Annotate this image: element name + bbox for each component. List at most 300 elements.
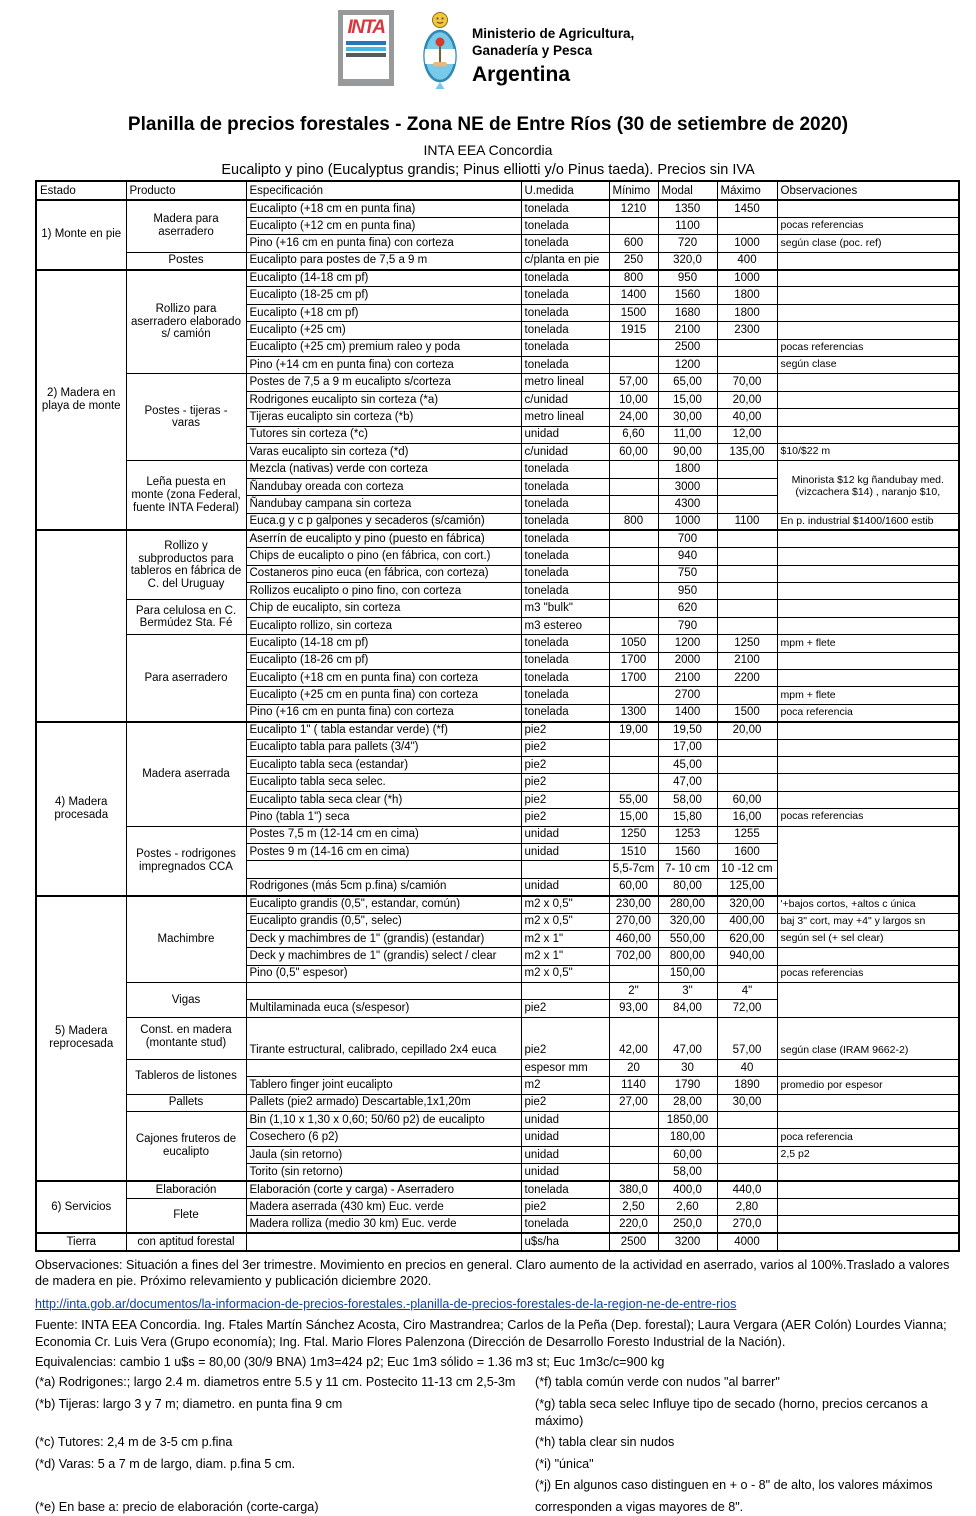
- unit-cell: m3 estereo: [521, 617, 609, 634]
- estado-cell: 5) Madera reprocesada: [36, 896, 126, 1181]
- spec-cell: Eucalipto (+25 cm en punta fina) con corteza: [246, 687, 521, 704]
- unit-cell: m2 x 1": [521, 948, 609, 965]
- unit-cell: [521, 983, 609, 1000]
- modal-cell: 4300: [658, 496, 717, 513]
- estado-cell: Tierra: [36, 1233, 126, 1250]
- modal-cell: 80,00: [658, 878, 717, 895]
- modal-cell: 30,00: [658, 409, 717, 426]
- spec-cell: Cosechero (6 p2): [246, 1129, 521, 1146]
- max-cell: 125,00: [717, 878, 777, 895]
- unit-cell: tonelada: [521, 583, 609, 600]
- unit-cell: tonelada: [521, 200, 609, 217]
- obs-cell: según clase (poc. ref): [777, 235, 959, 252]
- min-cell: 2": [609, 983, 658, 1000]
- unit-cell: espesor mm: [521, 1059, 609, 1076]
- source-link[interactable]: http://inta.gob.ar/documentos/la-informacion-de-precios-forestales.-planilla-de-precios-forestales-de-la-region-ne-de-entre-rios: [35, 1296, 737, 1311]
- spec-cell: Varas eucalipto sin corteza (*d): [246, 443, 521, 460]
- spec-cell: [246, 1233, 521, 1250]
- obs-cell: [777, 617, 959, 634]
- spec-cell: Elaboración (corte y carga) - Aserradero: [246, 1181, 521, 1198]
- obs-cell: [777, 548, 959, 565]
- min-cell: 230,00: [609, 896, 658, 913]
- min-cell: [609, 774, 658, 791]
- min-cell: 800: [609, 270, 658, 287]
- subtitle-station: INTA EEA Concordia: [423, 142, 553, 158]
- min-cell: [609, 1112, 658, 1129]
- inta-logo-inner: [343, 15, 389, 79]
- obs-cell: [777, 1059, 959, 1076]
- max-cell: 10 -12 cm: [717, 861, 777, 878]
- unit-cell: tonelada: [521, 270, 609, 287]
- product-cell: Pallets: [126, 1094, 246, 1111]
- min-cell: 1300: [609, 704, 658, 721]
- spec-cell: [246, 861, 521, 878]
- modal-cell: 620: [658, 600, 717, 617]
- min-cell: 702,00: [609, 948, 658, 965]
- max-cell: 940,00: [717, 948, 777, 965]
- max-cell: 12,00: [717, 426, 777, 443]
- spec-cell: Eucalipto 1" ( tabla estandar verde) (*f): [246, 722, 521, 739]
- min-cell: 20: [609, 1059, 658, 1076]
- min-cell: [609, 757, 658, 774]
- spec-cell: Deck y machimbres de 1" (grandis) (estandar): [246, 930, 521, 947]
- spec-cell: Eucalipto para postes de 7,5 a 9 m: [246, 252, 521, 269]
- table-header-row: [36, 181, 959, 200]
- modal-cell: 550,00: [658, 930, 717, 947]
- obs-cell: [777, 409, 959, 426]
- unit-cell: pie2: [521, 791, 609, 808]
- spec-cell: Eucalipto tabla seca selec.: [246, 774, 521, 791]
- unit-cell: c/planta en pie: [521, 252, 609, 269]
- obs-cell: [777, 722, 959, 739]
- max-cell: [717, 1146, 777, 1163]
- modal-cell: 1200: [658, 357, 717, 374]
- estado-cell: 4) Madera procesada: [36, 722, 126, 896]
- price-table: [35, 180, 960, 1252]
- modal-cell: 1253: [658, 826, 717, 843]
- max-cell: 1255: [717, 826, 777, 843]
- unit-cell: metro lineal: [521, 409, 609, 426]
- column-header-3: U.medida: [521, 181, 609, 200]
- unit-cell: tonelada: [521, 670, 609, 687]
- max-cell: [717, 339, 777, 356]
- min-cell: 1500: [609, 304, 658, 321]
- unit-cell: tonelada: [521, 235, 609, 252]
- unit-cell: pie2: [521, 774, 609, 791]
- unit-cell: unidad: [521, 1146, 609, 1163]
- modal-cell: 250,0: [658, 1216, 717, 1233]
- unit-cell: tonelada: [521, 496, 609, 513]
- footnote-right-3: (*i) "única": [535, 1456, 594, 1471]
- modal-cell: 1400: [658, 704, 717, 721]
- spec-cell: Pallets (pie2 armado) Descartable,1x1,20m: [246, 1094, 521, 1111]
- obs-cell: pocas referencias: [777, 217, 959, 234]
- spec-cell: Madera aserrada (430 km) Euc. verde: [246, 1198, 521, 1215]
- estado-cell: [36, 530, 126, 721]
- spec-cell: Chips de eucalipto o pino (en fábrica, con cort.): [246, 548, 521, 565]
- obs-cell: mpm + flete: [777, 687, 959, 704]
- footnote-right-0: (*f) tabla común verde con nudos "al barrer": [535, 1375, 780, 1390]
- product-cell: Vigas: [126, 983, 246, 1018]
- max-cell: 40,00: [717, 409, 777, 426]
- obs-cell: [777, 270, 959, 287]
- modal-cell: 60,00: [658, 1146, 717, 1163]
- spec-cell: Jaula (sin retorno): [246, 1146, 521, 1163]
- min-cell: 2500: [609, 1233, 658, 1250]
- max-cell: 1800: [717, 287, 777, 304]
- modal-cell: 28,00: [658, 1094, 717, 1111]
- obs-cell: [777, 600, 959, 617]
- spec-cell: Euca.g y c p galpones y secaderos (s/camión): [246, 513, 521, 530]
- product-cell: Leña puesta en monte (zona Federal, fuente INTA Federal): [126, 461, 246, 531]
- obs-cell: [777, 948, 959, 965]
- obs-cell: baj 3" cort, may +4" y largos sn: [777, 913, 959, 930]
- spec-cell: Madera rolliza (medio 30 km) Euc. verde: [246, 1216, 521, 1233]
- table-row: [36, 1198, 959, 1215]
- table-row: [36, 461, 959, 478]
- estado-cell: 2) Madera en playa de monte: [36, 270, 126, 531]
- spec-cell: Tirante estructural, calibrado, cepillado 2x4 euca: [246, 1017, 521, 1059]
- max-cell: [717, 1112, 777, 1129]
- unit-cell: pie2: [521, 1094, 609, 1111]
- modal-cell: 2000: [658, 652, 717, 669]
- max-cell: 320,00: [717, 896, 777, 913]
- unit-cell: m2: [521, 1077, 609, 1094]
- spec-cell: Eucalipto (14-18 cm pf): [246, 270, 521, 287]
- modal-cell: 700: [658, 530, 717, 547]
- obs-cell: [777, 652, 959, 669]
- product-cell: Madera para aserradero: [126, 200, 246, 252]
- unit-cell: tonelada: [521, 513, 609, 530]
- modal-cell: 1100: [658, 217, 717, 234]
- min-cell: 10,00: [609, 391, 658, 408]
- modal-cell: 30: [658, 1059, 717, 1076]
- spec-cell: [246, 983, 521, 1000]
- product-cell: Rollizo para aserradero elaborado s/ camión: [126, 270, 246, 374]
- modal-cell: 940: [658, 548, 717, 565]
- footnote-left-0: (*a) Rodrigones:; largo 2.4 m. diametros entre 5.5 y 11 cm. Postecito 11-13 cm 2,5-3m: [35, 1375, 516, 1390]
- spec-cell: Postes de 7,5 a 9 m eucalipto s/corteza: [246, 374, 521, 391]
- min-cell: 55,00: [609, 791, 658, 808]
- unit-cell: pie2: [521, 722, 609, 739]
- min-cell: [609, 617, 658, 634]
- modal-cell: 1560: [658, 287, 717, 304]
- table-row: [36, 270, 959, 287]
- spec-cell: Eucalipto rollizo, sin corteza: [246, 617, 521, 634]
- footnote-right-2: (*h) tabla clear sin nudos: [535, 1435, 675, 1450]
- unit-cell: pie2: [521, 757, 609, 774]
- obs-cell: [777, 322, 959, 339]
- min-cell: 60,00: [609, 443, 658, 460]
- unit-cell: unidad: [521, 1164, 609, 1181]
- spec-cell: Pino (+16 cm en punta fina) con corteza: [246, 235, 521, 252]
- unit-cell: tonelada: [521, 530, 609, 547]
- modal-cell: 3200: [658, 1233, 717, 1250]
- modal-cell: 1850,00: [658, 1112, 717, 1129]
- modal-cell: 150,00: [658, 965, 717, 982]
- min-cell: 270,00: [609, 913, 658, 930]
- column-header-4: Mínimo: [609, 181, 658, 200]
- footer-fuente: Fuente: INTA EEA Concordia. Ing. Ftales Martín Sánchez Acosta, Ciro Mastrandrea; Carlos de la Peña (Dep. forestal); Laura Vergara (AER Colón) Lourdes Vianna; Economia Cr. Luis Vera (Grupo economía); Ing. Ftal. Mario Flores Palenzona (Dirección de Desarrollo Foresto Industrial de la Nación).: [35, 1318, 947, 1350]
- obs-cell: pocas referencias: [777, 339, 959, 356]
- max-cell: [717, 774, 777, 791]
- max-cell: [717, 757, 777, 774]
- unit-cell: tonelada: [521, 635, 609, 652]
- unit-cell: tonelada: [521, 565, 609, 582]
- max-cell: 1890: [717, 1077, 777, 1094]
- unit-cell: c/unidad: [521, 443, 609, 460]
- min-cell: [609, 583, 658, 600]
- min-cell: 15,00: [609, 809, 658, 826]
- obs-cell: [777, 1198, 959, 1215]
- obs-cell: [777, 1112, 959, 1129]
- modal-cell: 800,00: [658, 948, 717, 965]
- min-cell: 1140: [609, 1077, 658, 1094]
- unit-cell: unidad: [521, 826, 609, 843]
- max-cell: 440,0: [717, 1181, 777, 1198]
- modal-cell: 3": [658, 983, 717, 1000]
- product-cell: Postes - rodrigones impregnados CCA: [126, 826, 246, 896]
- min-cell: 800: [609, 513, 658, 530]
- modal-cell: 320,0: [658, 252, 717, 269]
- modal-cell: 2,60: [658, 1198, 717, 1215]
- obs-cell: poca referencia: [777, 704, 959, 721]
- min-cell: 24,00: [609, 409, 658, 426]
- spec-cell: Postes 7,5 m (12-14 cm en cima): [246, 826, 521, 843]
- column-header-1: Producto: [126, 181, 246, 200]
- product-cell: Para celulosa en C. Bermúdez Sta. Fé: [126, 600, 246, 635]
- modal-cell: 720: [658, 235, 717, 252]
- modal-cell: 11,00: [658, 426, 717, 443]
- max-cell: 1100: [717, 513, 777, 530]
- min-cell: 19,00: [609, 722, 658, 739]
- max-cell: 57,00: [717, 1017, 777, 1059]
- modal-cell: 3000: [658, 478, 717, 495]
- unit-cell: unidad: [521, 426, 609, 443]
- product-cell: Const. en madera (montante stud): [126, 1017, 246, 1059]
- spec-cell: Aserrín de eucalipto y pino (puesto en fábrica): [246, 530, 521, 547]
- min-cell: 1700: [609, 670, 658, 687]
- unit-cell: tonelada: [521, 1181, 609, 1198]
- obs-cell: En p. industrial $1400/1600 estib: [777, 513, 959, 530]
- max-cell: 60,00: [717, 791, 777, 808]
- min-cell: 460,00: [609, 930, 658, 947]
- min-cell: 1050: [609, 635, 658, 652]
- product-cell: Machimbre: [126, 896, 246, 983]
- column-header-2: Especificación: [246, 181, 521, 200]
- obs-cell: [777, 791, 959, 808]
- obs-cell: [777, 565, 959, 582]
- obs-cell: [777, 1094, 959, 1111]
- obs-cell: [777, 200, 959, 217]
- unit-cell: tonelada: [521, 478, 609, 495]
- max-cell: [717, 548, 777, 565]
- product-cell: Postes - tijeras - varas: [126, 374, 246, 461]
- table-row: [36, 530, 959, 547]
- ministry-country: Argentina: [472, 62, 571, 86]
- modal-cell: 90,00: [658, 443, 717, 460]
- min-cell: [609, 1129, 658, 1146]
- unit-cell: pie2: [521, 809, 609, 826]
- obs-cell: [777, 530, 959, 547]
- max-cell: 2200: [717, 670, 777, 687]
- unit-cell: pie2: [521, 1000, 609, 1017]
- column-header-0: Estado: [36, 181, 126, 200]
- obs-cell: [777, 1181, 959, 1198]
- obs-cell: [777, 583, 959, 600]
- max-cell: 620,00: [717, 930, 777, 947]
- footnote-right-1: (*g) tabla seca selec Influye tipo de secado (horno, precios cercanos a máximo): [535, 1396, 928, 1428]
- table-row: [36, 722, 959, 739]
- min-cell: 600: [609, 235, 658, 252]
- footnote-right-5: corresponden a vigas mayores de 8".: [535, 1499, 744, 1514]
- max-cell: [717, 687, 777, 704]
- min-cell: [609, 687, 658, 704]
- min-cell: 1210: [609, 200, 658, 217]
- table-row: [36, 983, 959, 1000]
- min-cell: 1915: [609, 322, 658, 339]
- spec-cell: Ñandubay campana sin corteza: [246, 496, 521, 513]
- max-cell: 30,00: [717, 1094, 777, 1111]
- max-cell: 1250: [717, 635, 777, 652]
- unit-cell: pie2: [521, 739, 609, 756]
- modal-cell: 950: [658, 270, 717, 287]
- spec-cell: Pino (tabla 1") seca: [246, 809, 521, 826]
- unit-cell: m2 x 0,5": [521, 913, 609, 930]
- obs-cell: mpm + flete: [777, 635, 959, 652]
- footnote-left-5: (*e) En base a: precio de elaboración (corte-carga): [35, 1499, 319, 1514]
- max-cell: 270,0: [717, 1216, 777, 1233]
- obs-cell: 2,5 p2: [777, 1146, 959, 1163]
- min-cell: 6,60: [609, 426, 658, 443]
- modal-cell: 2100: [658, 322, 717, 339]
- min-cell: 93,00: [609, 1000, 658, 1017]
- min-cell: 380,0: [609, 1181, 658, 1198]
- obs-cell: pocas referencias: [777, 809, 959, 826]
- spec-cell: Chip de eucalipto, sin corteza: [246, 600, 521, 617]
- column-header-5: Modal: [658, 181, 717, 200]
- min-cell: [609, 600, 658, 617]
- max-cell: 400,00: [717, 913, 777, 930]
- max-cell: [717, 357, 777, 374]
- obs-cell: según clase: [777, 357, 959, 374]
- ministry-text: [472, 26, 634, 88]
- unit-cell: unidad: [521, 1112, 609, 1129]
- obs-cell: [777, 426, 959, 443]
- obs-cell: pocas referencias: [777, 965, 959, 982]
- obs-cell: según clase (IRAM 9662-2): [777, 1017, 959, 1059]
- min-cell: [609, 1146, 658, 1163]
- obs-cell: [777, 304, 959, 321]
- modal-cell: 750: [658, 565, 717, 582]
- modal-cell: 15,00: [658, 391, 717, 408]
- unit-cell: c/unidad: [521, 391, 609, 408]
- column-header-6: Máximo: [717, 181, 777, 200]
- unit-cell: tonelada: [521, 548, 609, 565]
- argentina-coat-of-arms-icon: [420, 10, 460, 92]
- modal-cell: 1790: [658, 1077, 717, 1094]
- modal-cell: 15,80: [658, 809, 717, 826]
- table-row: [36, 1094, 959, 1111]
- spec-cell: Eucalipto (18-25 cm pf): [246, 287, 521, 304]
- max-cell: 1000: [717, 235, 777, 252]
- obs-cell: poca referencia: [777, 1129, 959, 1146]
- spec-cell: Eucalipto (+25 cm): [246, 322, 521, 339]
- footer-equivalencias: Equivalencias: cambio 1 u$s = 80,00 (30/9 BNA) 1m3=424 p2; Euc 1m3 sólido = 1.36 m3 st; Euc 1m3c/c=900 kg: [35, 1354, 665, 1369]
- table-row: [36, 200, 959, 217]
- modal-cell: 58,00: [658, 1164, 717, 1181]
- max-cell: 400: [717, 252, 777, 269]
- spec-cell: Multilaminada euca (s/espesor): [246, 1000, 521, 1017]
- obs-cell: [777, 739, 959, 756]
- min-cell: [609, 339, 658, 356]
- modal-cell: 47,00: [658, 1017, 717, 1059]
- max-cell: 2300: [717, 322, 777, 339]
- table-row: [36, 1181, 959, 1198]
- spec-cell: Bin (1,10 x 1,30 x 0,60; 50/60 p2) de eucalipto: [246, 1112, 521, 1129]
- spec-cell: Eucalipto (14-18 cm pf): [246, 635, 521, 652]
- max-cell: [717, 617, 777, 634]
- modal-cell: 2500: [658, 339, 717, 356]
- spec-cell: Tablero finger joint eucalipto: [246, 1077, 521, 1094]
- table-row: [36, 826, 959, 843]
- obs-cell: [777, 391, 959, 408]
- max-cell: [717, 217, 777, 234]
- spec-cell: Pino (+16 cm en punta fina) con corteza: [246, 704, 521, 721]
- product-cell: con aptitud forestal: [126, 1233, 246, 1250]
- spec-cell: Tijeras eucalipto sin corteza (*b): [246, 409, 521, 426]
- footnote-left-3: (*d) Varas: 5 a 7 m de largo, diam. p.fina 5 cm.: [35, 1456, 296, 1471]
- page-title: Planilla de precios forestales - Zona NE de Entre Ríos (30 de setiembre de 2020): [127, 114, 849, 135]
- min-cell: [609, 965, 658, 982]
- footnote-right-4: (*j) En algunos caso distinguen en + o - 8" de alto, los valores máximos: [535, 1478, 933, 1493]
- spec-cell: Costaneros pino euca (en fábrica, con corteza): [246, 565, 521, 582]
- spec-cell: Ñandubay oreada con corteza: [246, 478, 521, 495]
- min-cell: [609, 739, 658, 756]
- max-cell: 1000: [717, 270, 777, 287]
- max-cell: [717, 496, 777, 513]
- modal-cell: 2100: [658, 670, 717, 687]
- unit-cell: tonelada: [521, 287, 609, 304]
- table-row: [36, 1112, 959, 1129]
- max-cell: 70,00: [717, 374, 777, 391]
- header-logos: [338, 10, 976, 92]
- min-cell: 42,00: [609, 1017, 658, 1059]
- table-row: [36, 896, 959, 913]
- modal-cell: 1200: [658, 635, 717, 652]
- min-cell: [609, 496, 658, 513]
- obs-cell: [777, 757, 959, 774]
- max-cell: 1500: [717, 704, 777, 721]
- min-cell: [609, 357, 658, 374]
- modal-cell: 19,50: [658, 722, 717, 739]
- unit-cell: tonelada: [521, 652, 609, 669]
- spec-cell: Eucalipto tabla seca clear (*h): [246, 791, 521, 808]
- obs-cell: [777, 1216, 959, 1233]
- max-cell: 4000: [717, 1233, 777, 1250]
- obs-cell: [777, 670, 959, 687]
- ministry-logo-block: [420, 10, 634, 92]
- unit-cell: tonelada: [521, 461, 609, 478]
- max-cell: 40: [717, 1059, 777, 1076]
- modal-cell: 950: [658, 583, 717, 600]
- modal-cell: 1350: [658, 200, 717, 217]
- unit-cell: m2 x 0,5": [521, 965, 609, 982]
- product-cell: Madera aserrada: [126, 722, 246, 826]
- modal-cell: 1000: [658, 513, 717, 530]
- max-cell: [717, 583, 777, 600]
- estado-cell: 6) Servicios: [36, 1181, 126, 1233]
